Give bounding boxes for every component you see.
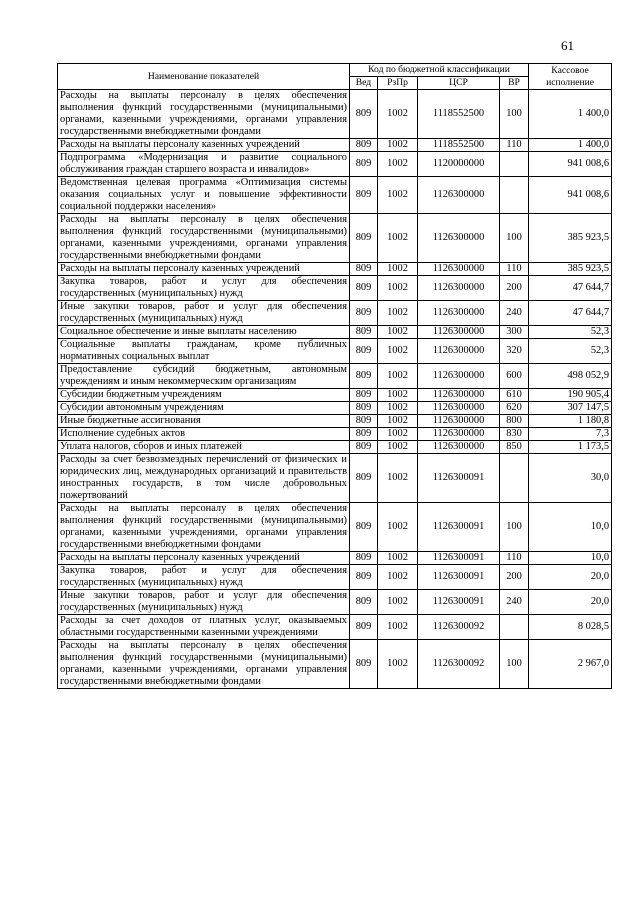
cell-amount: 47 644,7 (529, 276, 612, 301)
cell-rzpr: 1002 (378, 615, 418, 640)
cell-csr: 1126300091 (418, 454, 500, 503)
cell-vr: 800 (500, 415, 529, 428)
cell-rzpr: 1002 (378, 415, 418, 428)
cell-ved: 809 (350, 454, 378, 503)
cell-name: Расходы за счет безвозмездных перечислений от физических и юридических лиц, международных организаций и правительств иностранных государств, в том числе добровольных пожертвований (58, 454, 350, 503)
cell-csr: 1126300000 (418, 402, 500, 415)
cell-rzpr: 1002 (378, 552, 418, 565)
cell-vr: 320 (500, 339, 529, 364)
header-cash-execution: Кассовое исполнение (529, 64, 612, 90)
cell-vr: 100 (500, 640, 529, 689)
cell-csr: 1126300000 (418, 301, 500, 326)
cell-csr: 1126300000 (418, 326, 500, 339)
cell-name: Расходы за счет доходов от платных услуг, оказываемых областными государственными казенными учреждениями (58, 615, 350, 640)
cell-vr: 240 (500, 301, 529, 326)
table-row (58, 415, 612, 428)
cell-name: Иные закупки товаров, работ и услуг для обеспечения государственных (муниципальных) нужд (58, 301, 350, 326)
cell-csr: 1126300092 (418, 615, 500, 640)
cell-amount: 2 967,0 (529, 640, 612, 689)
cell-amount: 20,0 (529, 590, 612, 615)
table-row (58, 326, 612, 339)
cell-csr: 1120000000 (418, 152, 500, 177)
cell-amount: 10,0 (529, 503, 612, 552)
cell-csr: 1126300091 (418, 565, 500, 590)
cell-vr: 100 (500, 214, 529, 263)
cell-ved: 809 (350, 552, 378, 565)
cell-rzpr: 1002 (378, 441, 418, 454)
table-body (58, 90, 612, 689)
table-row (58, 565, 612, 590)
table-row (58, 214, 612, 263)
cell-csr: 1118552500 (418, 90, 500, 139)
table-row (58, 454, 612, 503)
cell-vr: 110 (500, 139, 529, 152)
cell-vr: 600 (500, 364, 529, 389)
cell-name: Социальные выплаты гражданам, кроме публичных нормативных социальных выплат (58, 339, 350, 364)
header-vr: ВР (500, 77, 529, 90)
table-row (58, 428, 612, 441)
cell-rzpr: 1002 (378, 214, 418, 263)
cell-ved: 809 (350, 90, 378, 139)
cell-name: Исполнение судебных актов (58, 428, 350, 441)
cell-name: Закупка товаров, работ и услуг для обеспечения государственных (муниципальных) нужд (58, 565, 350, 590)
cell-ved: 809 (350, 640, 378, 689)
cell-amount: 20,0 (529, 565, 612, 590)
cell-csr: 1126300000 (418, 364, 500, 389)
cell-amount: 52,3 (529, 326, 612, 339)
cell-vr: 100 (500, 90, 529, 139)
cell-amount: 385 923,5 (529, 214, 612, 263)
cell-vr (500, 152, 529, 177)
cell-amount: 1 173,5 (529, 441, 612, 454)
cell-rzpr: 1002 (378, 326, 418, 339)
cell-amount: 385 923,5 (529, 263, 612, 276)
cell-ved: 809 (350, 428, 378, 441)
cell-vr: 200 (500, 276, 529, 301)
cell-ved: 809 (350, 590, 378, 615)
table-row (58, 552, 612, 565)
cell-amount: 190 905,4 (529, 389, 612, 402)
cell-rzpr: 1002 (378, 152, 418, 177)
table-row (58, 640, 612, 689)
cell-vr: 110 (500, 263, 529, 276)
table-row (58, 503, 612, 552)
cell-csr: 1126300091 (418, 590, 500, 615)
cell-csr: 1126300000 (418, 428, 500, 441)
cell-ved: 809 (350, 415, 378, 428)
cell-csr: 1126300000 (418, 389, 500, 402)
table-row (58, 152, 612, 177)
cell-rzpr: 1002 (378, 177, 418, 214)
table-row (58, 389, 612, 402)
cell-vr: 110 (500, 552, 529, 565)
cell-name: Расходы на выплаты персоналу в целях обеспечения выполнения функций государственными (муниципальными) органами, казенными учреждениями, органами управления государственными внебюджетными фондами (58, 503, 350, 552)
cell-ved: 809 (350, 441, 378, 454)
cell-rzpr: 1002 (378, 590, 418, 615)
cell-vr: 620 (500, 402, 529, 415)
cell-name: Подпрограмма «Модернизация и развитие социального обслуживания граждан старшего возраста и инвалидов» (58, 152, 350, 177)
cell-ved: 809 (350, 139, 378, 152)
cell-ved: 809 (350, 152, 378, 177)
table-row (58, 339, 612, 364)
cell-csr: 1118552500 (418, 139, 500, 152)
cell-rzpr: 1002 (378, 428, 418, 441)
cell-amount: 52,3 (529, 339, 612, 364)
cell-amount: 7,3 (529, 428, 612, 441)
cell-vr: 100 (500, 503, 529, 552)
cell-amount: 30,0 (529, 454, 612, 503)
cell-csr: 1126300000 (418, 263, 500, 276)
cell-name: Расходы на выплаты персоналу казенных учреждений (58, 552, 350, 565)
header-name-column: Наименование показателей (58, 64, 350, 90)
cell-vr: 240 (500, 590, 529, 615)
cell-csr: 1126300091 (418, 503, 500, 552)
cell-amount: 1 400,0 (529, 90, 612, 139)
cell-ved: 809 (350, 326, 378, 339)
cell-name: Социальное обеспечение и иные выплаты населению (58, 326, 350, 339)
table-row (58, 90, 612, 139)
cell-ved: 809 (350, 339, 378, 364)
table-row (58, 615, 612, 640)
header-ved: Вед (350, 77, 378, 90)
table-row (58, 402, 612, 415)
cell-vr (500, 615, 529, 640)
table-row (58, 263, 612, 276)
table-row (58, 301, 612, 326)
cell-csr: 1126300000 (418, 177, 500, 214)
cell-ved: 809 (350, 503, 378, 552)
cell-ved: 809 (350, 402, 378, 415)
cell-name: Уплата налогов, сборов и иных платежей (58, 441, 350, 454)
table-row (58, 364, 612, 389)
table-row (58, 441, 612, 454)
cell-ved: 809 (350, 214, 378, 263)
cell-ved: 809 (350, 364, 378, 389)
cell-amount: 47 644,7 (529, 301, 612, 326)
cell-ved: 809 (350, 276, 378, 301)
cell-ved: 809 (350, 615, 378, 640)
cell-ved: 809 (350, 301, 378, 326)
cell-rzpr: 1002 (378, 263, 418, 276)
cell-rzpr: 1002 (378, 139, 418, 152)
cell-csr: 1126300000 (418, 339, 500, 364)
cell-csr: 1126300000 (418, 415, 500, 428)
header-budget-code-group: Код по бюджетной классификации (350, 64, 529, 77)
cell-name: Расходы на выплаты персоналу казенных учреждений (58, 139, 350, 152)
cell-csr: 1126300092 (418, 640, 500, 689)
cell-name: Иные бюджетные ассигнования (58, 415, 350, 428)
cell-rzpr: 1002 (378, 565, 418, 590)
budget-execution-table (57, 63, 612, 689)
cell-ved: 809 (350, 389, 378, 402)
cell-amount: 10,0 (529, 552, 612, 565)
cell-name: Иные закупки товаров, работ и услуг для обеспечения государственных (муниципальных) нужд (58, 590, 350, 615)
cell-amount: 1 400,0 (529, 139, 612, 152)
cell-name: Расходы на выплаты персоналу казенных учреждений (58, 263, 350, 276)
cell-rzpr: 1002 (378, 90, 418, 139)
cell-rzpr: 1002 (378, 301, 418, 326)
header-rzpr: РзПр (378, 77, 418, 90)
cell-vr (500, 177, 529, 214)
cell-amount: 941 008,6 (529, 152, 612, 177)
cell-name: Расходы на выплаты персоналу в целях обеспечения выполнения функций государственными (муниципальными) органами, казенными учреждениями, органами управления государственными внебюджетными фондами (58, 640, 350, 689)
cell-ved: 809 (350, 565, 378, 590)
cell-amount: 307 147,5 (529, 402, 612, 415)
cell-rzpr: 1002 (378, 276, 418, 301)
cell-name: Субсидии автономным учреждениям (58, 402, 350, 415)
cell-vr: 300 (500, 326, 529, 339)
page-number: 61 (561, 38, 574, 53)
table-row (58, 139, 612, 152)
cell-csr: 1126300000 (418, 214, 500, 263)
cell-vr: 850 (500, 441, 529, 454)
cell-csr: 1126300091 (418, 552, 500, 565)
cell-amount: 498 052,9 (529, 364, 612, 389)
cell-rzpr: 1002 (378, 640, 418, 689)
cell-amount: 8 028,5 (529, 615, 612, 640)
cell-csr: 1126300000 (418, 441, 500, 454)
cell-amount: 941 008,6 (529, 177, 612, 214)
cell-name: Субсидии бюджетным учреждениям (58, 389, 350, 402)
cell-rzpr: 1002 (378, 402, 418, 415)
cell-vr: 830 (500, 428, 529, 441)
cell-name: Расходы на выплаты персоналу в целях обеспечения выполнения функций государственными (муниципальными) органами, казенными учреждениями, органами управления государственными внебюджетными фондами (58, 90, 350, 139)
cell-rzpr: 1002 (378, 364, 418, 389)
table-row (58, 276, 612, 301)
cell-name: Предоставление субсидий бюджетным, автономным учреждениям и иным некоммерческим организациям (58, 364, 350, 389)
cell-name: Расходы на выплаты персоналу в целях обеспечения выполнения функций государственными (муниципальными) органами, казенными учреждениями, органами управления государственными внебюджетными фондами (58, 214, 350, 263)
cell-rzpr: 1002 (378, 454, 418, 503)
cell-vr (500, 454, 529, 503)
cell-rzpr: 1002 (378, 389, 418, 402)
cell-name: Закупка товаров, работ и услуг для обеспечения государственных (муниципальных) нужд (58, 276, 350, 301)
cell-vr: 200 (500, 565, 529, 590)
cell-amount: 1 180,8 (529, 415, 612, 428)
cell-csr: 1126300000 (418, 276, 500, 301)
cell-rzpr: 1002 (378, 339, 418, 364)
cell-ved: 809 (350, 177, 378, 214)
cell-vr: 610 (500, 389, 529, 402)
header-csr: ЦСР (418, 77, 500, 90)
table-row (58, 177, 612, 214)
cell-name: Ведомственная целевая программа «Оптимизация системы оказания социальных услуг и повышение эффективности социальной поддержки населения» (58, 177, 350, 214)
cell-rzpr: 1002 (378, 503, 418, 552)
table-row (58, 590, 612, 615)
cell-ved: 809 (350, 263, 378, 276)
